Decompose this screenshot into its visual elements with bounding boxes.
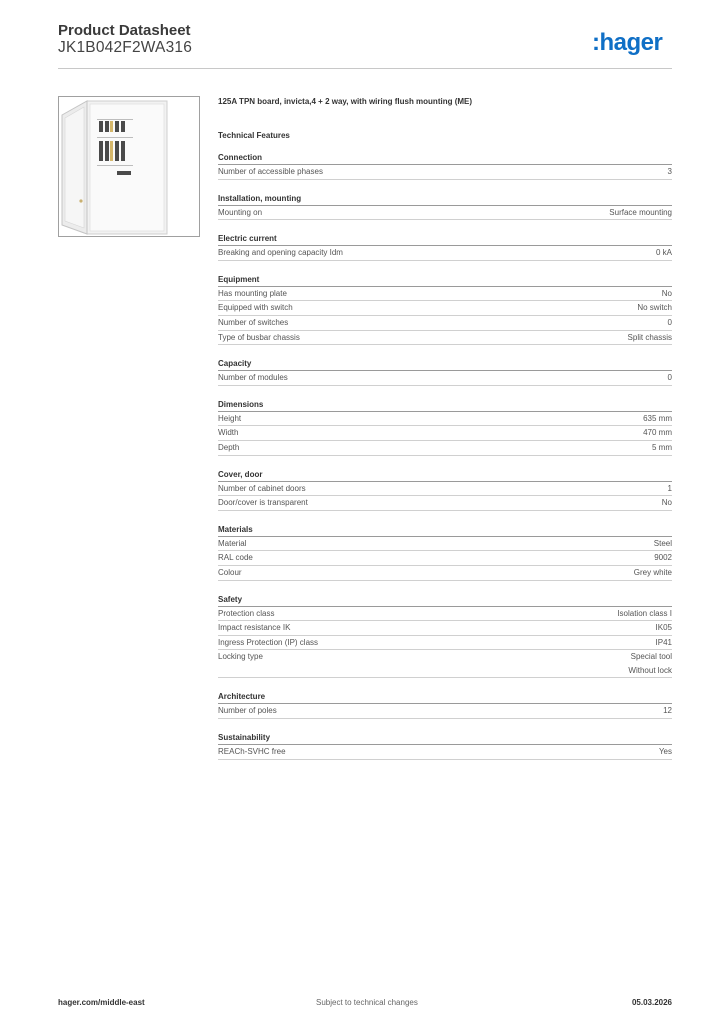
spec-label: Equipped with switch (218, 303, 293, 313)
spec-section (218, 193, 672, 221)
spec-label: Locking type (218, 652, 263, 662)
header-divider (58, 68, 672, 69)
spec-section (218, 152, 672, 180)
spec-value: Isolation class I (617, 608, 672, 618)
spec-value: Grey white (633, 567, 672, 577)
spec-row (218, 496, 672, 511)
spec-value: 5 mm (652, 442, 672, 452)
spec-value: 0 (667, 317, 672, 327)
spec-value: 3 (667, 167, 672, 176)
spec-label: Number of cabinet doors (218, 483, 306, 493)
section-title: Electric current (218, 233, 672, 246)
spec-value: Special tool Without lock (628, 652, 672, 675)
spec-row (218, 482, 672, 497)
spec-row (218, 650, 672, 678)
spec-label: Door/cover is transparent (218, 498, 308, 508)
spec-label: Mounting on (218, 207, 263, 217)
spec-value: 470 mm (643, 428, 672, 438)
spec-value: Surface mounting (609, 207, 672, 217)
logo-text: :hager (592, 29, 663, 56)
spec-sections (218, 152, 672, 760)
spec-value: No (661, 498, 672, 508)
spec-row (218, 287, 672, 302)
spec-row (218, 371, 672, 386)
section-title: Cover, door (218, 469, 672, 482)
spec-label: RAL code (218, 553, 253, 563)
spec-section (218, 691, 672, 719)
spec-row (218, 607, 672, 622)
spec-label: Protection class (218, 608, 275, 618)
spec-label: Impact resistance IK (218, 623, 291, 633)
spec-value: 9002 (654, 553, 672, 563)
spec-row (218, 316, 672, 331)
section-title: Installation, mounting (218, 193, 672, 206)
spec-row (218, 636, 672, 651)
spec-row (218, 537, 672, 552)
product-code: JK1B042F2WA316 (58, 39, 193, 56)
spec-value: IP41 (655, 637, 672, 647)
section-title: Architecture (218, 691, 672, 704)
technical-features-title: Technical Features (218, 131, 290, 140)
spec-row (218, 331, 672, 346)
spec-row (218, 566, 672, 581)
spec-value: IK05 (655, 623, 672, 633)
spec-label: Height (218, 413, 242, 423)
spec-section (218, 594, 672, 679)
spec-section (218, 524, 672, 581)
spec-value: Split chassis (627, 332, 672, 342)
spec-value: 0 kA (655, 248, 672, 258)
spec-row (218, 441, 672, 456)
spec-label: Ingress Protection (IP) class (218, 637, 319, 647)
spec-section (218, 274, 672, 345)
spec-row (218, 301, 672, 316)
spec-label: Number of poles (218, 706, 277, 716)
section-title: Materials (218, 524, 672, 537)
spec-row (218, 206, 672, 221)
spec-value: No switch (637, 303, 672, 313)
section-title: Equipment (218, 274, 672, 287)
spec-row (218, 745, 672, 760)
hager-logo (592, 29, 674, 57)
spec-value: 635 mm (643, 413, 672, 423)
spec-row (218, 551, 672, 566)
product-description: 125A TPN board, invicta,4 + 2 way, with wiring flush mounting (ME) (218, 97, 473, 106)
specification-content (218, 96, 672, 773)
footer-date: 05.03.2026 (631, 998, 672, 1007)
section-title: Dimensions (218, 399, 672, 412)
section-title: Sustainability (218, 732, 672, 745)
spec-label: Colour (218, 567, 242, 577)
section-title: Connection (218, 152, 672, 165)
spec-label: REACh-SVHC free (218, 747, 286, 757)
spec-label: Type of busbar chassis (218, 332, 300, 342)
footer-notice: Subject to technical changes (316, 998, 418, 1007)
spec-row (218, 246, 672, 261)
spec-row (218, 426, 672, 441)
spec-section (218, 358, 672, 386)
spec-section (218, 732, 672, 760)
spec-label: Has mounting plate (218, 288, 287, 298)
spec-label: Breaking and opening capacity Idm (218, 248, 343, 258)
spec-row (218, 704, 672, 719)
distribution-board-illustration (59, 97, 199, 236)
spec-value: 12 (663, 706, 672, 716)
spec-label: Number of switches (218, 317, 289, 327)
spec-value: No (661, 288, 672, 298)
spec-value: Yes (658, 747, 672, 757)
spec-section (218, 399, 672, 456)
spec-value: Steel (653, 538, 672, 548)
product-image (58, 96, 200, 237)
section-title: Capacity (218, 358, 672, 371)
spec-label: Width (218, 428, 239, 438)
spec-row (218, 165, 672, 180)
section-title: Safety (218, 594, 672, 607)
footer-website-link[interactable]: hager.com/middle-east (58, 998, 145, 1007)
spec-row (218, 621, 672, 636)
spec-label: Depth (218, 442, 240, 452)
spec-value: 0 (667, 373, 672, 383)
spec-row (218, 412, 672, 427)
spec-section (218, 233, 672, 261)
spec-label: Number of accessible phases (218, 167, 323, 176)
page-title: Product Datasheet (58, 22, 191, 39)
spec-label: Number of modules (218, 373, 288, 383)
spec-label: Material (218, 538, 247, 548)
spec-value: 1 (667, 483, 672, 493)
spec-section (218, 469, 672, 511)
